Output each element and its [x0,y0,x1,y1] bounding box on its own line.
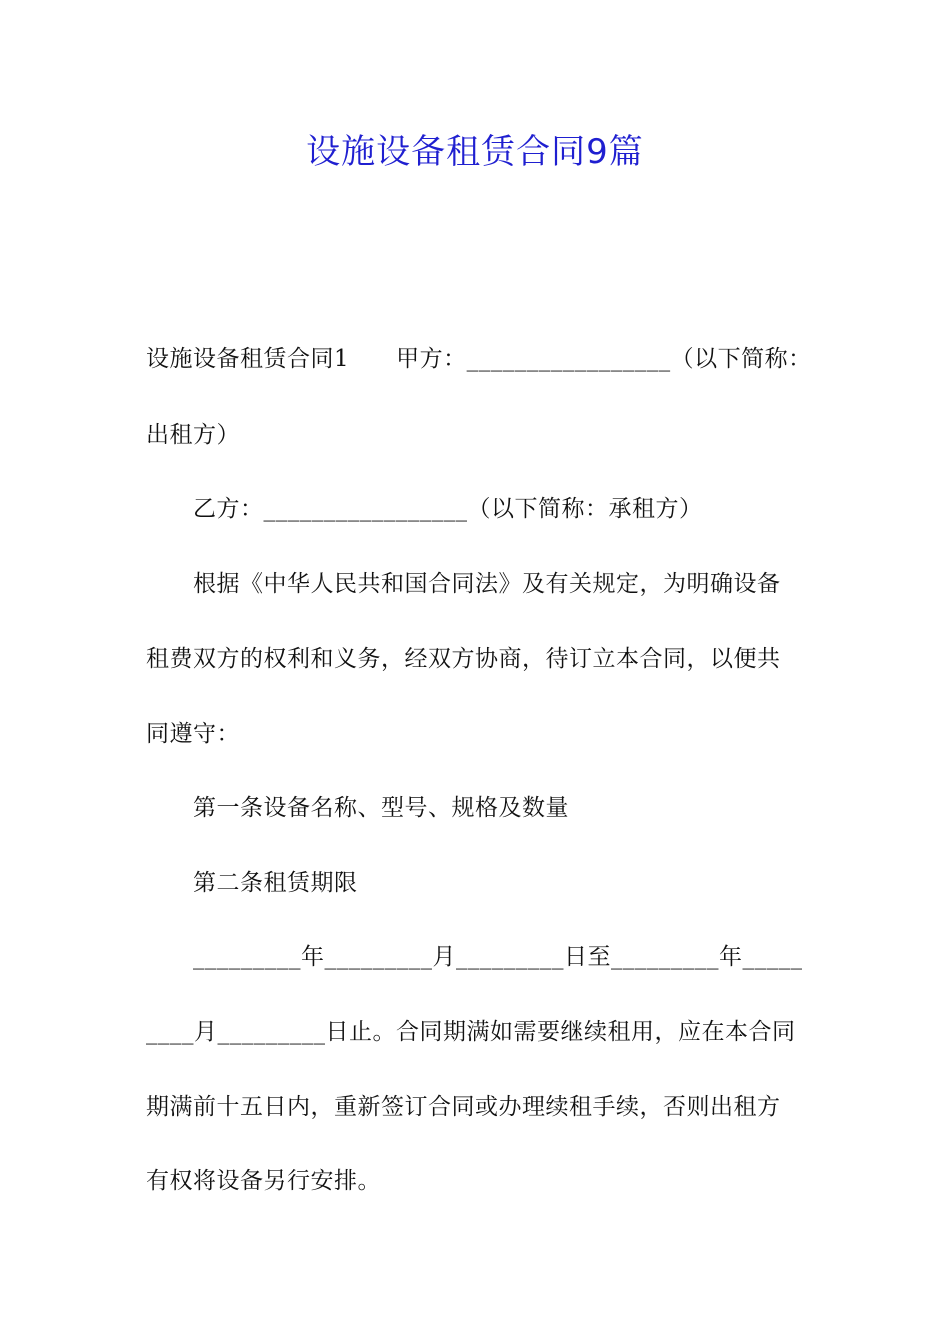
body-line: 根据《中华人民共和国合同法》及有关规定，为明确设备 [193,571,781,597]
body-line: 乙方：_________________（以下简称：承租方） [193,496,703,522]
body-line: 有权将设备另行安排。 [146,1168,381,1194]
body-line: ____月_________日止。合同期满如需要继续租用，应在本合同 [146,1019,796,1045]
article-heading: 第一条设备名称、型号、规格及数量 [193,795,569,821]
body-line: 期满前十五日内，重新签订合同或办理续租手续，否则出租方 [146,1094,781,1120]
document-title: 设施设备租赁合同9篇 [306,132,644,172]
article-heading: 第二条租赁期限 [193,870,358,896]
body-line: 设施设备租赁合同1 甲方：_________________（以下简称： [146,346,812,372]
body-line: 同遵守： [146,721,240,747]
body-line: 租费双方的权利和义务，经双方协商，待订立本合同，以便共 [146,646,781,672]
body-line: _________年_________月_________日至_________年_____ [193,944,803,970]
body-line: 出租方） [146,422,240,448]
